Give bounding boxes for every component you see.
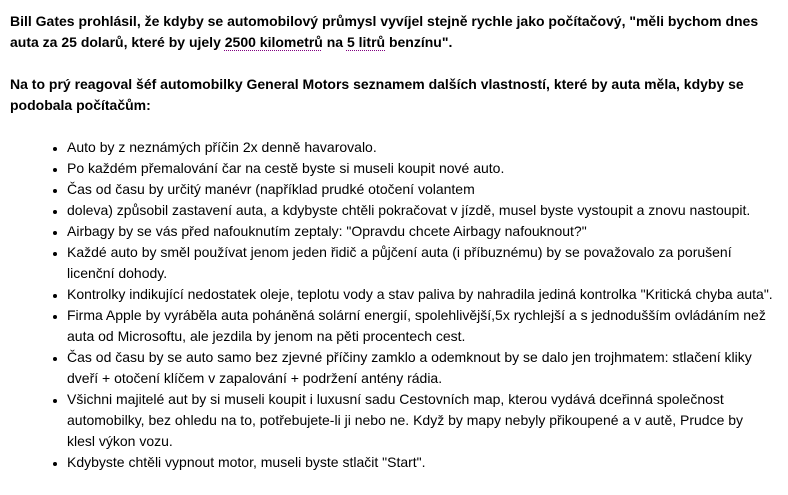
list-item: • Každé auto by směl používat jenom jeden řidič a půjčení auta (i příbuznému) by se považovalo za porušení licenční dohody. [67, 242, 774, 284]
intro-text-before: Bill Gates prohlásil, že kdyby se automobilový průmysl vyvíjel stejně rychle jako počítačový, "měli bychom dnes auta za 25 dolarů, které by ujely [10, 13, 759, 50]
list-item: • Čas od času by se auto samo bez zjevné příčiny zamklo a odemknout by se dalo jen trojhmatem: stlačení kliky dveří + otočení klíčem v zapalování + podržení antény rádia. [67, 347, 774, 389]
intro-paragraph [10, 11, 774, 53]
list-item: • Po každém přemalování čar na cestě byste si museli koupit nové auto. [67, 158, 774, 179]
intro-text-mid: na [322, 34, 347, 50]
list-item: • Airbagy by se vás před nafouknutím zeptaly: "Opravdu chcete Airbagy nafouknout?" [67, 221, 774, 242]
list-item: • Auto by z neznámých příčin 2x denně havarovalo. [67, 137, 774, 158]
list-item: • doleva) způsobil zastavení auta, a kdybyste chtěli pokračovat v jízdě, musel byste vystoupit a znovu nastoupit. [67, 200, 774, 221]
list-item: • Čas od času by určitý manévr (například prudké otočení volantem [67, 179, 774, 200]
intro-text-after: benzínu". [385, 34, 453, 50]
smart-tag: 2500 kilometrů [224, 34, 323, 50]
car-features-list [10, 137, 774, 473]
response-intro-paragraph: Na to prý reagoval šéf automobilky General Motors seznamem dalších vlastností, které by auta měla, kdyby se podobala počítačům: [10, 76, 744, 113]
list-item: • Firma Apple by vyráběla auta poháněná solární energií, spolehlivější,5x rychlejší a s jednodušším ovládáním než auta od Microsoftu, ale jezdila by jenom na pěti procentech cest. [67, 305, 774, 347]
list-item: • Kontrolky indikující nedostatek oleje, teplotu vody a stav paliva by nahradila jediná kontrolka "Kritická chyba auta". [67, 284, 774, 305]
list-item: • Kdybyste chtěli vypnout motor, museli byste stlačit "Start". [67, 452, 774, 473]
list-item: • Všichni majitelé aut by si museli koupit i luxusní sadu Cestovních map, kterou vydává dceřinná společnost automobilky, bez ohledu na to, potřebujete-li ji nebo ne. Když by mapy nebyly přikoupené a v autě, Prudce by klesl výkon vozu. [67, 389, 774, 452]
smart-tag: 5 litrů [346, 34, 386, 50]
